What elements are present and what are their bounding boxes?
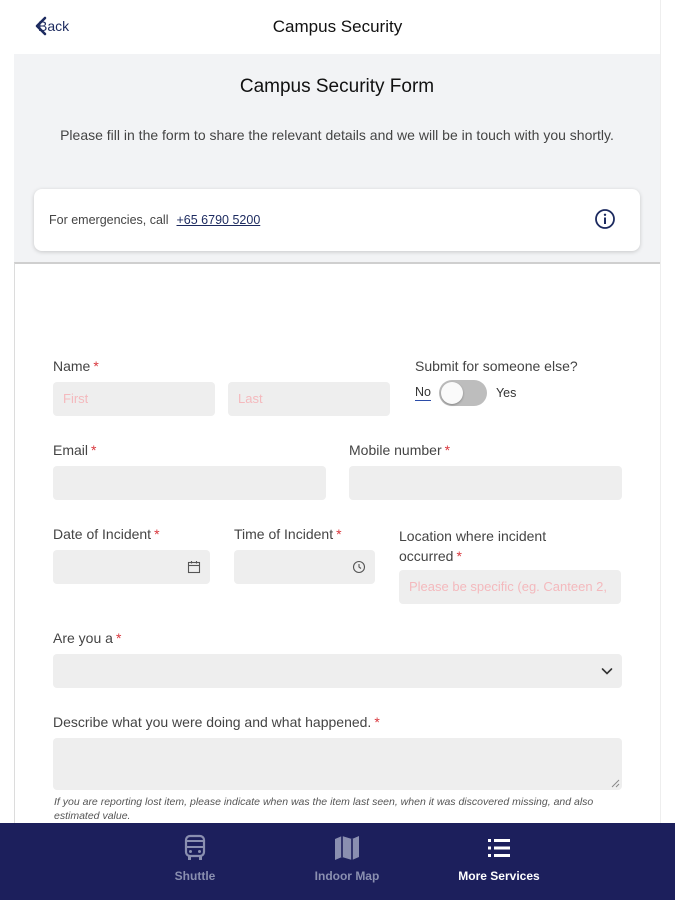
someone-else-switch[interactable] — [439, 380, 487, 406]
back-label: Back — [38, 18, 70, 34]
role-select[interactable] — [53, 654, 622, 688]
location-field[interactable] — [399, 570, 621, 604]
last-name-input[interactable] — [228, 382, 390, 416]
location-label: Location where incident occurred * — [399, 528, 547, 564]
first-name-placeholder: First — [63, 391, 89, 406]
switch-knob — [441, 382, 463, 404]
bus-icon — [180, 833, 210, 863]
map-icon — [332, 833, 362, 863]
clock-icon[interactable] — [352, 560, 366, 574]
date-field[interactable] — [53, 550, 210, 584]
right-edge — [660, 0, 675, 900]
lost-item-hint: If you are reporting lost item, please indicate when was the item last seen, when it was discovered missing, and also estimated value. — [54, 796, 594, 822]
email-field[interactable] — [53, 466, 326, 500]
emergency-phone-link[interactable]: +65 6790 5200 — [176, 213, 261, 227]
nav-shuttle[interactable] — [130, 833, 260, 883]
describe-textarea[interactable] — [53, 738, 622, 790]
calendar-icon[interactable] — [187, 560, 201, 574]
nav-more-services-label: More Services — [458, 869, 540, 883]
nav-shuttle-label: Shuttle — [174, 869, 216, 883]
info-icon[interactable] — [594, 208, 616, 230]
time-label: Time of Incident * — [234, 526, 342, 542]
chevron-down-icon — [600, 664, 614, 678]
form-description: Please fill in the form to share the relevant details and we will be in touch with you shortly. — [60, 127, 614, 143]
toggle-yes-label: Yes — [495, 386, 517, 400]
describe-label: Describe what you were doing and what happened. * — [53, 714, 380, 730]
emergency-text: For emergencies, call — [49, 213, 169, 227]
last-name-placeholder: Last — [238, 391, 263, 406]
nav-more-services[interactable] — [434, 833, 564, 883]
time-field[interactable] — [234, 550, 375, 584]
someone-else-toggle-row — [415, 380, 516, 406]
form-title: Campus Security Form — [239, 76, 435, 97]
resize-handle-icon[interactable] — [611, 779, 620, 788]
nav-indoor-map[interactable] — [282, 833, 412, 883]
mobile-label: Mobile number * — [349, 442, 451, 458]
mobile-field[interactable] — [349, 466, 622, 500]
email-label: Email * — [53, 442, 97, 458]
name-label: Name * — [53, 358, 99, 374]
emergency-text-row — [49, 213, 260, 227]
role-label: Are you a * — [53, 630, 122, 646]
page-title: Campus Security — [272, 17, 403, 36]
list-icon — [484, 833, 514, 863]
toggle-no-label: No — [415, 385, 431, 399]
top-bar — [0, 0, 675, 54]
nav-indoor-map-label: Indoor Map — [314, 869, 380, 883]
emergency-card — [34, 189, 640, 251]
location-placeholder: Please be specific (eg. Canteen 2, — [409, 579, 608, 594]
bottom-nav — [0, 823, 675, 900]
someone-else-label: Submit for someone else? — [415, 358, 578, 374]
date-label: Date of Incident * — [53, 526, 160, 542]
first-name-input[interactable] — [53, 382, 215, 416]
